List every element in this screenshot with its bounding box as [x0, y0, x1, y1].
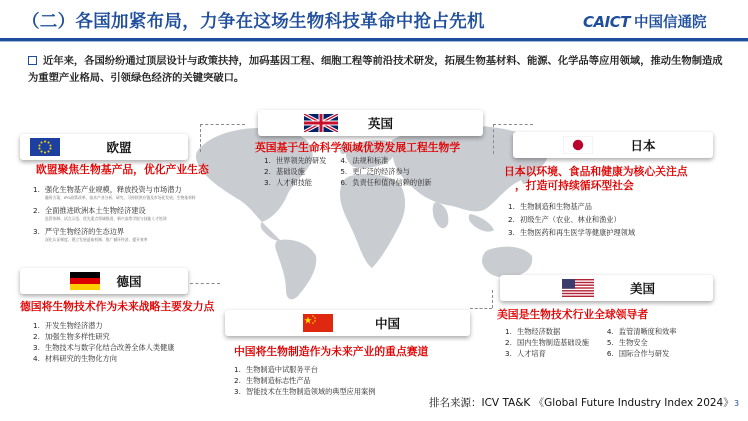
list-item [505, 348, 589, 359]
item-text: 国内生物制造基础设施 [517, 338, 589, 347]
item-number: 2. [33, 206, 40, 215]
item-text: 生物医药和再生医学等健康护理领域 [520, 228, 636, 237]
list-item [234, 364, 375, 375]
list-item [33, 331, 174, 342]
connector-uk-japan-vertical [493, 124, 494, 154]
usa-subtitle: 美国是生物技术行业全球领导者 [497, 308, 649, 321]
logo-text-en: CAICT [583, 12, 630, 31]
germany-flag-icon [70, 272, 100, 290]
list-item [505, 337, 589, 348]
item-text: 监管清晰度和效率 [618, 327, 677, 336]
map-india [433, 202, 449, 228]
list-item [264, 177, 326, 188]
list-item [264, 166, 326, 177]
list-item [264, 155, 326, 166]
germany-list [33, 320, 174, 364]
list-item [33, 226, 245, 242]
germany-label: 德国 [116, 274, 142, 289]
list-item [234, 375, 375, 386]
item-number: 4. [606, 327, 614, 336]
item-number: 1. [264, 156, 271, 165]
china-flag-icon [303, 314, 333, 332]
item-text: 生物制造中试服务平台 [246, 365, 318, 374]
item-detail: 深化认证制度、建立发展造血机制、推广循环经济、提升效率 [45, 237, 148, 242]
title-divider-thin [0, 41, 748, 42]
connector-uk-japan [493, 124, 533, 125]
item-number: 5. [340, 167, 348, 176]
china-list [234, 364, 375, 397]
item-number: 2. [508, 215, 515, 224]
item-number: 6. [606, 349, 614, 358]
item-text: 材料研究的生物化方向 [45, 354, 117, 363]
item-number: 3. [264, 178, 271, 187]
china-header [225, 310, 470, 336]
map-africa [340, 174, 405, 268]
item-detail: 融资方案、IPO政策改革、技术产业分析、研究、可持续供应链及市场化发展、生物基材料 [45, 195, 196, 200]
map-central-america [261, 222, 280, 241]
item-text: 初级生产（农业、林业和渔业） [520, 215, 621, 224]
list-item [340, 177, 431, 188]
intro-paragraph [28, 53, 728, 87]
item-number: 1. [505, 327, 512, 336]
list-item [340, 155, 431, 166]
japan-header [513, 132, 713, 158]
item-text: 人才培育 [517, 349, 546, 358]
item-text: 人才和技能 [276, 178, 312, 187]
uk-header [258, 110, 483, 136]
list-item [33, 205, 245, 221]
uk-flag-icon [304, 114, 338, 132]
map-southeast-asia [469, 214, 494, 232]
item-text: 强化生物基产业规模，释放投资与市场潜力 [45, 185, 182, 194]
japan-subtitle-line1: 日本以环境、食品和健康为核心关注点 [504, 165, 688, 178]
item-text: 生物经济数据 [517, 327, 561, 336]
connector-china-usa-vertical [492, 290, 493, 308]
item-number: 4. [33, 354, 40, 363]
usa-list [505, 326, 676, 359]
china-label: 中国 [374, 316, 400, 331]
slide-title: （二）各国加紧布局，力争在这场生物科技革命中抢占先机 [22, 12, 485, 32]
germany-subtitle: 德国将生物技术作为未来战略主要发力点 [20, 300, 215, 313]
item-text: 世界领先的研发 [276, 156, 327, 165]
item-number: 6. [340, 178, 348, 187]
item-number: 4. [340, 156, 348, 165]
usa-label: 美国 [629, 281, 655, 296]
list-item [508, 201, 635, 212]
connector-eu-uk-vertical [200, 124, 201, 152]
eu-flag-icon [30, 138, 60, 156]
item-text: 国际合作与研发 [618, 349, 670, 358]
item-text: 法规和标准 [352, 156, 389, 165]
list-item [33, 320, 174, 331]
page-number: 3 [734, 399, 740, 408]
item-text: 生物安全 [618, 338, 648, 347]
uk-label: 英国 [367, 116, 393, 131]
caict-logo [583, 11, 706, 32]
eu-header [20, 134, 188, 160]
connector-germany-china [190, 283, 220, 284]
item-text: 全面推进欧洲本土生物经济建设 [45, 206, 146, 215]
list-item [508, 227, 635, 238]
connector-eu-uk [200, 124, 245, 125]
japan-label: 日本 [630, 138, 656, 153]
germany-header [20, 268, 188, 294]
list-item [33, 184, 245, 200]
item-number: 5. [606, 338, 614, 347]
eu-subtitle: 欧盟聚焦生物基产品，优化产业生态 [36, 163, 209, 176]
item-number: 2. [505, 338, 512, 347]
item-number: 1. [33, 321, 40, 330]
item-text: 加强生物多样性研究 [45, 332, 110, 341]
item-number: 2. [33, 332, 40, 341]
connector-china-usa [470, 308, 492, 309]
usa-flag-icon [562, 279, 594, 297]
item-text: 生物制造和生物基产品 [520, 202, 592, 211]
item-number: 1. [33, 185, 40, 194]
intro-text: 近年来，各国纷纷通过顶层设计与政策扶持，加码基因工程、细胞工程等前沿技术研发，拓展生物基材料、能源、化学品等应用领域，推动生物制造成为重塑产业格局、引领绿色经济的关键突破口。 [28, 55, 723, 84]
list-item [340, 166, 431, 177]
item-number: 1. [508, 202, 515, 211]
item-text: 严守生物经济的生态边界 [45, 227, 125, 236]
japan-list [508, 201, 635, 238]
item-text: 生物技术与数字化结合改善全体人类健康 [45, 343, 175, 352]
item-text: 更广泛的经济参与 [352, 167, 410, 176]
uk-subtitle: 英国基于生命科学领域优势发展工程生物学 [255, 141, 461, 154]
item-number: 1. [234, 365, 241, 374]
eu-label: 欧盟 [106, 140, 132, 155]
item-text: 智能技术在生物制造领域的典型应用案例 [246, 387, 376, 396]
china-subtitle: 中国将生物制造作为未来产业的重点赛道 [234, 345, 429, 358]
item-number: 3. [505, 349, 512, 358]
japan-subtitle-line2: ，打造可持续循环型社会 [515, 179, 634, 192]
item-number: 3. [508, 228, 515, 237]
usa-header [500, 275, 713, 301]
list-item [607, 337, 677, 348]
item-number: 2. [234, 376, 241, 385]
map-australia [482, 247, 532, 278]
item-text: 负责任和值得信赖的创新 [352, 178, 432, 187]
list-item [33, 342, 174, 353]
item-number: 3. [33, 227, 40, 236]
item-number: 3. [33, 343, 40, 352]
item-text: 开发生物经济潜力 [45, 321, 103, 330]
item-number: 3. [234, 387, 241, 396]
eu-list [33, 184, 245, 242]
item-text: 基础设施 [276, 167, 305, 176]
list-item [508, 214, 635, 225]
japan-flag-icon [563, 136, 593, 154]
list-item [33, 353, 174, 364]
list-item [234, 386, 375, 397]
map-south-america [275, 240, 316, 300]
list-item [607, 326, 677, 337]
list-item [505, 326, 589, 337]
item-text: 生物制造标志性产品 [246, 376, 311, 385]
item-number: 2. [264, 167, 271, 176]
list-item [607, 348, 677, 359]
uk-list [264, 155, 431, 188]
logo-text-cn: 中国信通院 [633, 15, 707, 31]
source-citation: 排名来源：ICV TA&K 《Global Future Industry Index 2024》 [429, 397, 734, 409]
item-detail: 监管体制、试点示范、优先重点领域推进、新兴高等学院与技能人才培训 [45, 216, 167, 221]
